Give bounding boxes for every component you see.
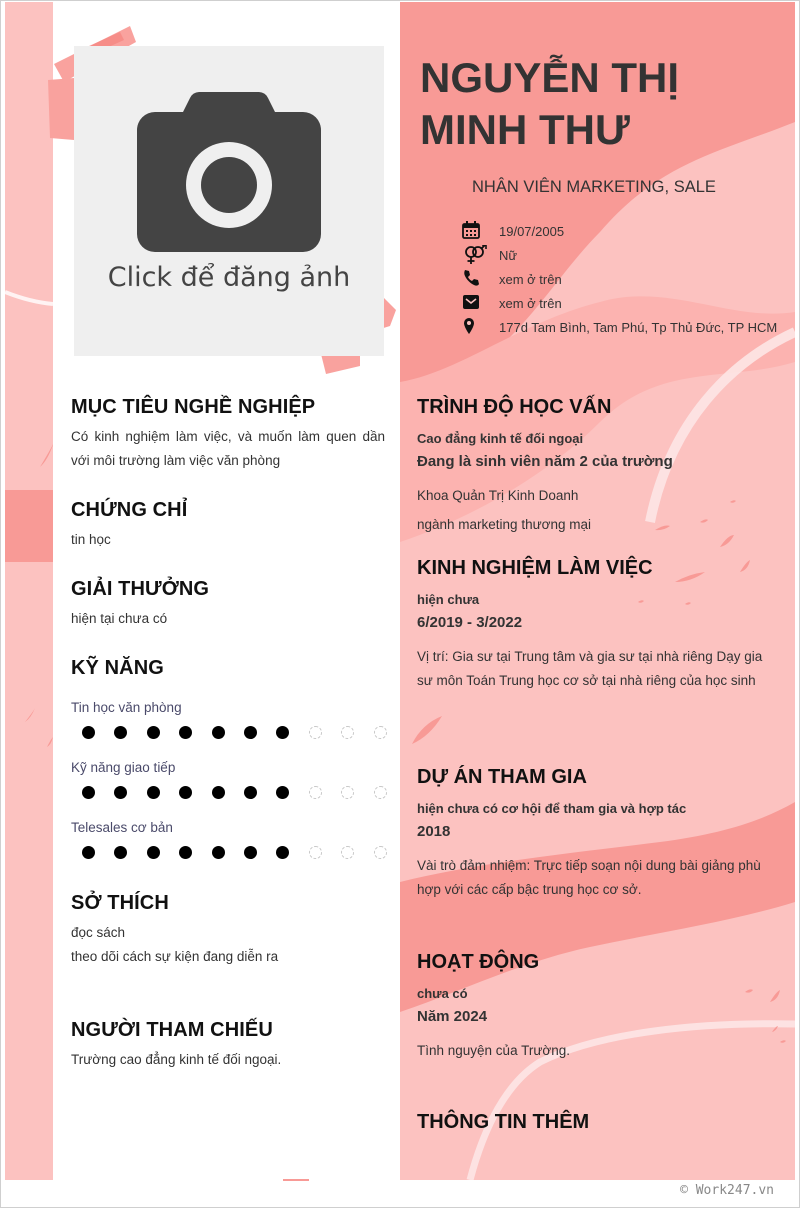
- location-pin-icon: [462, 317, 480, 335]
- camera-icon: [137, 92, 321, 252]
- objective-text: Có kinh nghiệm làm việc, và muốn làm quen dần với môi trường làm việc văn phòng: [71, 429, 385, 468]
- skill-dot-filled: [82, 726, 95, 739]
- skill-dot-filled: [276, 726, 289, 739]
- hobbies-section: [71, 892, 385, 969]
- birthday-value: 19/07/2005: [499, 224, 565, 239]
- skill-dot-filled: [147, 786, 160, 799]
- skill-dot-filled: [212, 786, 225, 799]
- skill-dot-filled: [244, 786, 257, 799]
- skill-rating: [82, 726, 388, 740]
- skill-dot-empty: [309, 786, 322, 799]
- skill-dot-filled: [114, 726, 127, 739]
- email-value: xem ở trên: [499, 296, 562, 311]
- photo-upload-label: Click để đăng ảnh: [107, 262, 351, 293]
- skill-dot-filled: [244, 726, 257, 739]
- skills-section: [71, 657, 385, 680]
- experience-period: 6/2019 - 3/2022: [417, 614, 523, 631]
- envelope-icon: [462, 293, 480, 311]
- skill-dot-empty: [309, 846, 322, 859]
- skill-name: Telesales cơ bản: [71, 820, 173, 835]
- awards-text: hiện tại chưa có: [71, 611, 168, 626]
- skill-dot-filled: [212, 846, 225, 859]
- project-description: Vài trò đảm nhiệm: Trực tiếp soạn nội dung bài giảng phù hợp với các cấp bậc trung học cơ sở.: [417, 858, 761, 897]
- project-name: hiện chưa có cơ hội để tham gia và hợp tác: [417, 801, 687, 816]
- phone-value: xem ở trên: [499, 272, 562, 287]
- skill-dot-filled: [82, 846, 95, 859]
- skill-name: Kỹ năng giao tiếp: [71, 760, 176, 775]
- project-year: 2018: [417, 823, 451, 840]
- experience-title: KINH NGHIỆM LÀM VIỆC: [417, 557, 653, 579]
- activities-title: HOẠT ĐỘNG: [417, 951, 540, 973]
- experience-description: Vị trí: Gia sư tại Trung tâm và gia sư tại nhà riêng Dạy gia sư môn Toán Trung học cơ sở tại nhà riêng của học sinh: [417, 649, 763, 688]
- skill-dot-filled: [179, 846, 192, 859]
- name-line-1: NGUYỄN THỊ: [420, 54, 680, 101]
- phone-row: [462, 269, 792, 289]
- hobby-item: đọc sách: [71, 925, 126, 940]
- skill-dot-empty: [374, 786, 387, 799]
- calendar-icon: [462, 221, 480, 239]
- skill-dot-empty: [341, 726, 354, 739]
- awards-title: GIẢI THƯỞNG: [71, 578, 210, 600]
- certificates-title: CHỨNG CHỈ: [71, 499, 188, 521]
- address-value: 177d Tam Bình, Tam Phú, Tp Thủ Đức, TP HCM: [499, 320, 778, 335]
- certificates-section: [71, 499, 385, 552]
- objective-title: MỤC TIÊU NGHỀ NGHIỆP: [71, 396, 316, 418]
- education-faculty: Khoa Quản Trị Kinh Doanh: [417, 488, 579, 503]
- skill-rating: [82, 786, 388, 800]
- skill-dot-empty: [309, 726, 322, 739]
- skill-dot-filled: [179, 726, 192, 739]
- skill-dot-empty: [374, 846, 387, 859]
- footer-accent: [283, 1179, 309, 1181]
- job-title: NHÂN VIÊN MARKETING, SALE: [472, 178, 716, 196]
- activity-org: chưa có: [417, 986, 468, 1001]
- gender-value: Nữ: [499, 248, 518, 263]
- references-section: [71, 1019, 385, 1072]
- skill-dot-filled: [147, 846, 160, 859]
- photo-upload[interactable]: [74, 46, 384, 356]
- watermark: © Work247.vn: [680, 1183, 774, 1198]
- gender-icon: [462, 245, 488, 265]
- skill-dot-filled: [212, 726, 225, 739]
- skill-dot-filled: [179, 786, 192, 799]
- activity-year: Năm 2024: [417, 1008, 488, 1025]
- skills-title: KỸ NĂNG: [71, 657, 164, 679]
- objective-section: [71, 396, 385, 473]
- education-title: TRÌNH ĐỘ HỌC VẤN: [417, 396, 612, 418]
- skill-dot-filled: [82, 786, 95, 799]
- activity-description: Tình nguyện của Trường.: [417, 1043, 570, 1058]
- skill-dot-filled: [276, 786, 289, 799]
- skill-dot-filled: [114, 786, 127, 799]
- skill-dot-filled: [147, 726, 160, 739]
- candidate-name: [420, 52, 790, 156]
- more-info-title: THÔNG TIN THÊM: [417, 1111, 590, 1133]
- gender-row: [462, 245, 792, 265]
- education-school: Cao đẳng kinh tế đối ngoại: [417, 431, 584, 446]
- references-text: Trường cao đẳng kinh tế đối ngoại.: [71, 1052, 282, 1067]
- skill-dot-empty: [341, 846, 354, 859]
- hobbies-title: SỞ THÍCH: [71, 892, 169, 914]
- birthday-row: [462, 221, 792, 241]
- name-line-2: MINH THƯ: [420, 106, 630, 153]
- skill-dot-filled: [244, 846, 257, 859]
- education-major: ngành marketing thương mại: [417, 517, 591, 532]
- skill-rating: [82, 846, 388, 860]
- references-title: NGƯỜI THAM CHIẾU: [71, 1019, 273, 1041]
- education-status: Đang là sinh viên năm 2 của trường: [417, 453, 673, 470]
- email-row: [462, 293, 792, 313]
- awards-section: [71, 578, 385, 631]
- hobby-item: theo dõi cách sự kiện đang diễn ra: [71, 949, 279, 964]
- skill-dot-empty: [341, 786, 354, 799]
- skill-dot-filled: [276, 846, 289, 859]
- certificates-text: tin học: [71, 532, 111, 547]
- footer-bar: [5, 1180, 795, 1204]
- skill-dot-filled: [114, 846, 127, 859]
- projects-title: DỰ ÁN THAM GIA: [417, 766, 587, 788]
- phone-icon: [462, 269, 480, 287]
- experience-company: hiện chưa: [417, 592, 480, 607]
- skill-name: Tin học văn phòng: [71, 700, 182, 715]
- skill-dot-empty: [374, 726, 387, 739]
- address-row: [462, 317, 792, 337]
